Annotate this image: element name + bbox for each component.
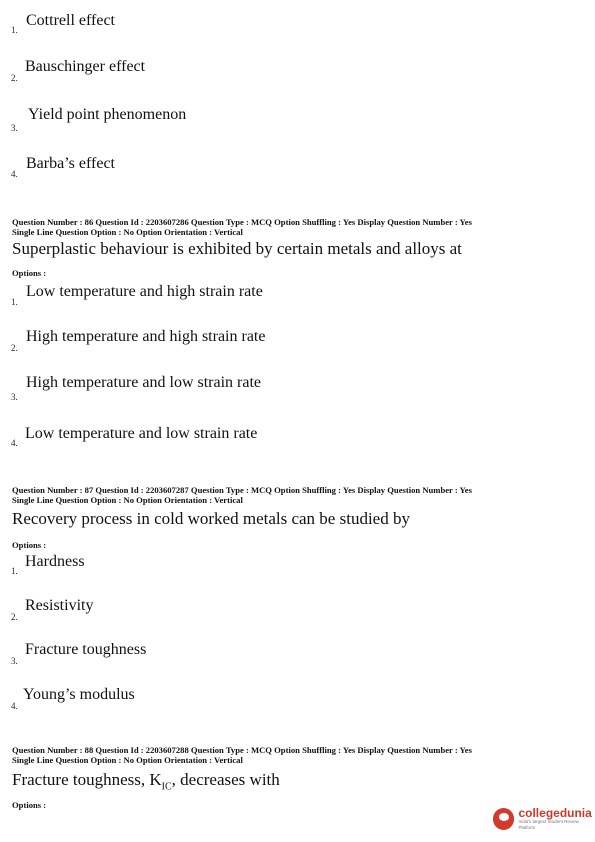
collegedunia-watermark <box>493 807 595 831</box>
option-number: 3. <box>11 123 18 133</box>
collegedunia-logo-icon <box>493 808 514 830</box>
option-text: Low temperature and high strain rate <box>26 283 263 300</box>
question-text: Recovery process in cold worked metals can be studied by <box>12 509 410 528</box>
option-number: 2. <box>11 612 18 622</box>
option-number: 4. <box>11 438 18 448</box>
question-text: Superplastic behaviour is exhibited by certain metals and alloys at <box>12 239 462 258</box>
options-label: Options : <box>12 540 47 550</box>
option-number: 3. <box>11 656 18 666</box>
option-number: 1. <box>11 566 18 576</box>
question-meta: Question Number : 88 Question Id : 2203607288 Question Type : MCQ Option Shuffling : Yes Display Question Number : Yes Single Line Question Option : No Option Orientation : Vertical <box>12 745 472 765</box>
logo-name: collegedunia <box>518 806 592 820</box>
option-number: 2. <box>11 73 18 83</box>
option-text: Cottrell effect <box>26 12 115 29</box>
option-text: High temperature and low strain rate <box>26 374 262 391</box>
option-number: 2. <box>11 343 18 353</box>
logo-tagline: India's largest Student Review Platform <box>518 819 579 830</box>
question-text: Fracture toughness, $K_{IC}$, decreases with <box>12 770 280 793</box>
option-number: 1. <box>11 25 18 35</box>
options-label: Options : <box>12 800 47 810</box>
option-text: Barba’s effect <box>26 155 115 172</box>
option-text: High temperature and high strain rate <box>26 328 266 345</box>
option-number: 1. <box>11 297 18 307</box>
option-number: 3. <box>11 392 18 402</box>
option-text: Low temperature and low strain rate <box>25 425 258 442</box>
option-text: Bauschinger effect <box>25 58 146 75</box>
option-number: 4. <box>11 701 18 711</box>
options-label: Options : <box>12 268 47 278</box>
option-text: Resistivity <box>25 597 94 614</box>
option-text: Hardness <box>25 553 85 570</box>
question-meta: Question Number : 86 Question Id : 2203607286 Question Type : MCQ Option Shuffling : Yes Display Question Number : Yes Single Line Question Option : No Option Orientation : Vertical <box>12 217 472 237</box>
option-number: 4. <box>11 169 18 179</box>
option-text: Fracture toughness <box>25 641 147 658</box>
option-text: Young’s modulus <box>23 686 135 703</box>
option-text: Yield point phenomenon <box>28 106 187 123</box>
question-meta: Question Number : 87 Question Id : 2203607287 Question Type : MCQ Option Shuffling : Yes Display Question Number : Yes Single Line Question Option : No Option Orientation : Vertical <box>12 485 472 505</box>
